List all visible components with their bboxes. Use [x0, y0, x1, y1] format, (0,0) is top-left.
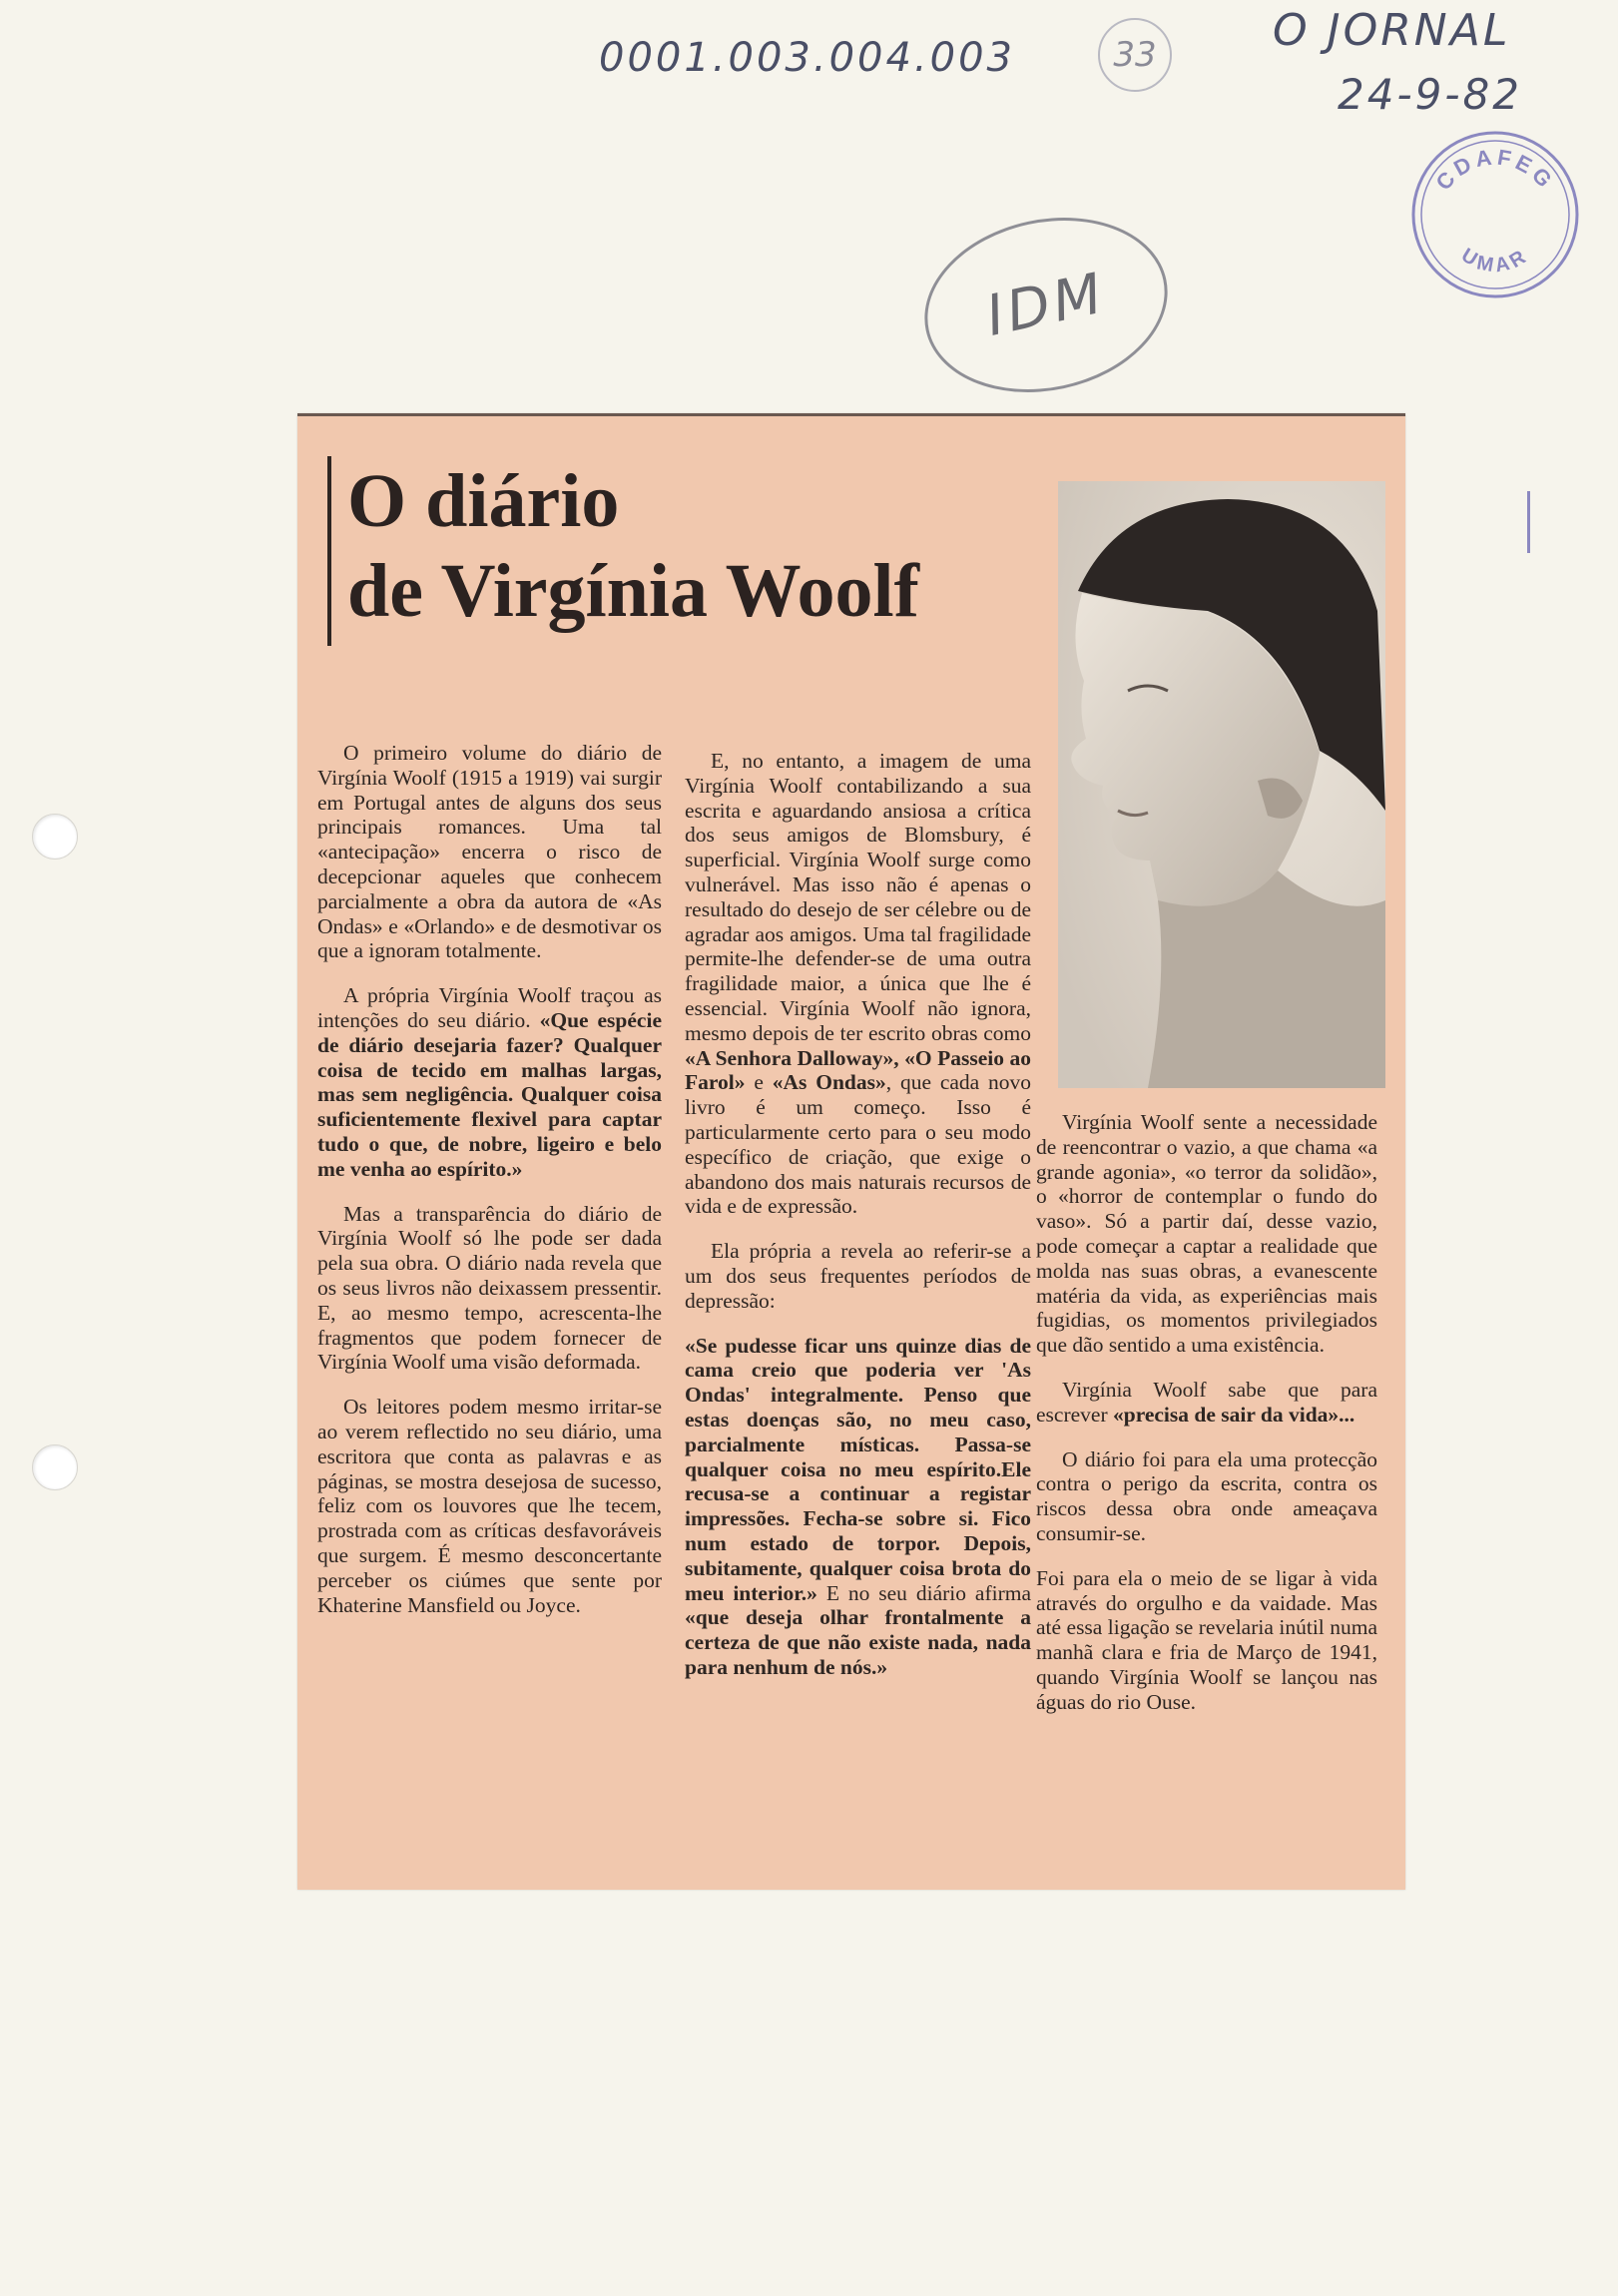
quote-bold: «precisa de sair da vida»...	[1112, 1402, 1355, 1427]
paragraph: Ela própria a revela ao referir-se a um dos seus frequentes períodos de depressão:	[685, 1239, 1031, 1313]
paragraph-text: Virgínia Woolf sabe que para escrever	[1036, 1377, 1377, 1427]
paragraph-text: E, no entanto, a imagem de uma Virgínia Woolf contabilizando a sua escrita e aguardando ansiosa a crítica dos seus amigos de Blomsbury, é superficial. Virgínia Woolf surge como vulnerável. Mas isso não é apenas o resultado do desejo de ser célebre ou de agradar aos amigos. Uma tal fragilidade permite-lhe defender-se de uma outra fragilidade maior, a única que lhe é essencial. Virgínia Woolf não ignora, mesmo depois de ter escrito obras como	[685, 749, 1031, 1045]
paragraph	[685, 749, 1031, 1219]
book-titles-bold: «A Senhora Dalloway», «O Passeio ao Farol»	[685, 1045, 1031, 1095]
paragraph: Virgínia Woolf sente a necessidade de reencontrar o vazio, a que chama «a grande agonia», «o terror da solidão», o «horror de contemplar o fundo do vaso». Só a partir daí, desse vazio, pode começar a captar a realidade que molda nas suas obras, a evanescente matéria da vida, as experiências mais fugidias, os momentos privilegiados que dão sentido a uma existência.	[1036, 1110, 1377, 1358]
source-date: 24-9-82	[1338, 70, 1522, 119]
paragraph-text: e	[754, 1070, 764, 1095]
stamp-bottom-text: UMAR	[1457, 244, 1533, 278]
title-rule	[327, 456, 331, 646]
title-line-2: de Virgínia Woolf	[347, 549, 919, 633]
article-column-1	[317, 741, 662, 1637]
title-line-1: O diário	[347, 459, 620, 543]
paragraph-text: , que cada novo livro é um começo. Isso é particularmente certo para o seu modo específico de criação, que exige o abandono dos mais naturais recursos de vida e de expressão.	[685, 1070, 1032, 1219]
paragraph	[685, 1334, 1031, 1680]
archive-stamp	[1410, 130, 1580, 299]
archive-code: 0001.003.004.003	[599, 35, 1015, 81]
paragraph: O diário foi para ela uma protecção contra o perigo da escrita, contra os riscos dessa obra onde ameaçava consumir-se.	[1036, 1446, 1377, 1545]
article-column-2	[685, 749, 1031, 1700]
paragraph: Mas a transparência do diário de Virgínia Woolf só lhe pode ser dada pela sua obra. O diário nada revela que os seus livros não deixassem pressentir. E, ao mesmo tempo, acrescenta-lhe fragmentos que podem fornecer de Virgínia Woolf uma visão deformada.	[317, 1201, 662, 1375]
quote-bold: «que deseja olhar frontalmente a certeza de que não existe nada, nada para nenhum de nós.»	[685, 1605, 1031, 1679]
woman-profile-portrait-icon	[1058, 481, 1385, 1088]
newspaper-clipping	[297, 413, 1405, 1890]
punch-hole	[32, 1444, 78, 1490]
paragraph: O primeiro volume do diário de Virgínia Woolf (1915 a 1919) vai surgir em Portugal antes de alguns dos seus principais romances. Uma tal «antecipação» encerra o risco de decepcionar aqueles que conhecem parcialmente a obra da autora de «As Ondas» e «Orlando» e de desmotivar os que a ignoram totalmente.	[317, 741, 662, 963]
paragraph-text: E no seu diário afirma	[825, 1580, 1031, 1605]
paragraph	[317, 983, 662, 1181]
margin-mark	[1527, 491, 1530, 553]
stamp-top-text: CDAFEG	[1430, 144, 1560, 196]
paragraph: Foi para ela o meio de se ligar à vida através do orgulho e da vaidade. Mas até essa ligação se revelaria inútil numa manhã clara e fria de Março de 1941, quando Virgínia Woolf se lançou nas águas do rio Ouse.	[1036, 1565, 1377, 1714]
article-column-3	[1036, 1110, 1377, 1735]
paragraph-text: A própria Virgínia Woolf traçou as intenções do seu diário.	[317, 983, 662, 1032]
article-title	[347, 456, 1066, 636]
source-name: O JORNAL	[1273, 5, 1511, 56]
punch-hole	[32, 814, 78, 860]
quote-bold: «Se pudesse ficar uns quinze dias de cama creio que poderia ver 'As Ondas' integralmente. Penso que estas doenças são, no meu caso, parcialmente místicas. Passa-se qualquer coisa no meu espírito.Ele recusa-se a continuar a registar impressões. Fecha-se sobre si. Fico num estado de torpor. Depois, subitamente, qualquer coisa brota do meu interior.»	[685, 1333, 1031, 1605]
book-title-bold: «As Ondas»	[772, 1070, 886, 1095]
paragraph	[1036, 1378, 1377, 1428]
quote-bold: «Que espécie de diário desejaria fazer? Qualquer coisa de tecido em malhas largas, mas sem negligência. Qualquer coisa suficientemente flexivel para captar tudo o que, de nobre, ligeiro e belo me venha ao espírito.»	[317, 1007, 662, 1181]
paragraph: Os leitores podem mesmo irritar-se ao verem reflectido no seu diário, uma escritora que conta as palavras e as páginas, se mostra desejosa de sucesso, feliz com os louvores que lhe tecem, prostrada com as críticas desfavoráveis que surgem. É mesmo desconcertante perceber os ciúmes que sente por Khaterine Mansfield ou Joyce.	[317, 1395, 662, 1617]
page-number-circle: 33	[1098, 18, 1172, 92]
editor-mark: IDM	[908, 196, 1184, 413]
